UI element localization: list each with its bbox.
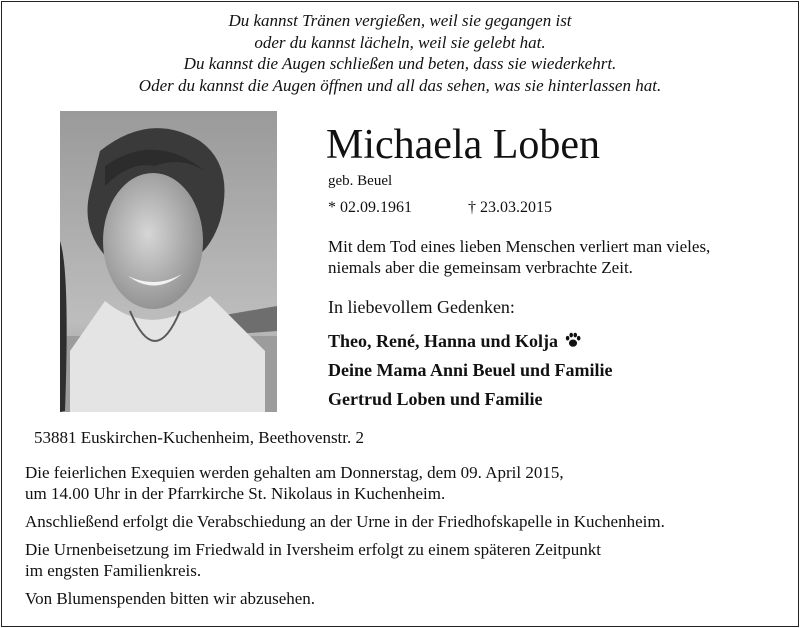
quote-line: niemals aber die gemeinsam verbrachte Zeit. (328, 258, 633, 277)
poem (0, 10, 800, 96)
info-line: Die Urnenbeisetzung im Friedwald in Iversheim erfolgt zu einem späteren Zeitpunkt (25, 540, 601, 559)
farewell-paragraph: Anschließend erfolgt die Verabschiedung an der Urne in der Friedhofskapelle in Kuchenheim. (25, 512, 665, 531)
portrait-photo (60, 111, 277, 412)
poem-line: Du kannst die Augen schließen und beten, dass sie wiederkehrt. (183, 54, 617, 73)
info-line: Die feierlichen Exequien werden gehalten am Donnerstag, dem 09. April 2015, (25, 463, 564, 482)
info-line: um 14.00 Uhr in der Pfarrkirche St. Nikolaus in Kuchenheim. (25, 484, 446, 503)
poem-line: oder du kannst lächeln, weil sie gelebt hat. (254, 32, 546, 52)
poem-line: Oder du kannst die Augen öffnen und all das sehen, was sie hinterlassen hat. (138, 75, 662, 95)
paw-print-icon (564, 331, 582, 349)
funeral-info (25, 455, 665, 616)
death-date: † 23.03.2015 (468, 199, 552, 216)
address: 53881 Euskirchen-Kuchenheim, Beethovenstr. 2 (34, 428, 365, 447)
info-line: im engsten Familienkreis. (25, 561, 202, 580)
mourner-line: Gertrud Loben und Familie (328, 389, 543, 409)
quote-line: Mit dem Tod eines lieben Menschen verliert man vieles, (328, 237, 711, 256)
poem-line: Du kannst Tränen vergießen, weil sie gegangen ist (228, 11, 572, 30)
deceased-name: Michaela Loben (326, 122, 601, 168)
life-dates (328, 199, 552, 217)
mourner-line (328, 327, 613, 356)
birth-name: geb. Beuel (328, 173, 393, 189)
memory-label: In liebevollem Gedenken: (328, 297, 515, 317)
mourners-list (328, 327, 613, 414)
quote (328, 236, 710, 278)
flowers-paragraph: Von Blumenspenden bitten wir abzusehen. (25, 589, 316, 608)
mourner-name: Theo, René, Hanna und Kolja (328, 331, 559, 351)
birth-date: * 02.09.1961 (328, 199, 412, 216)
mourner-line: Deine Mama Anni Beuel und Familie (328, 360, 613, 380)
